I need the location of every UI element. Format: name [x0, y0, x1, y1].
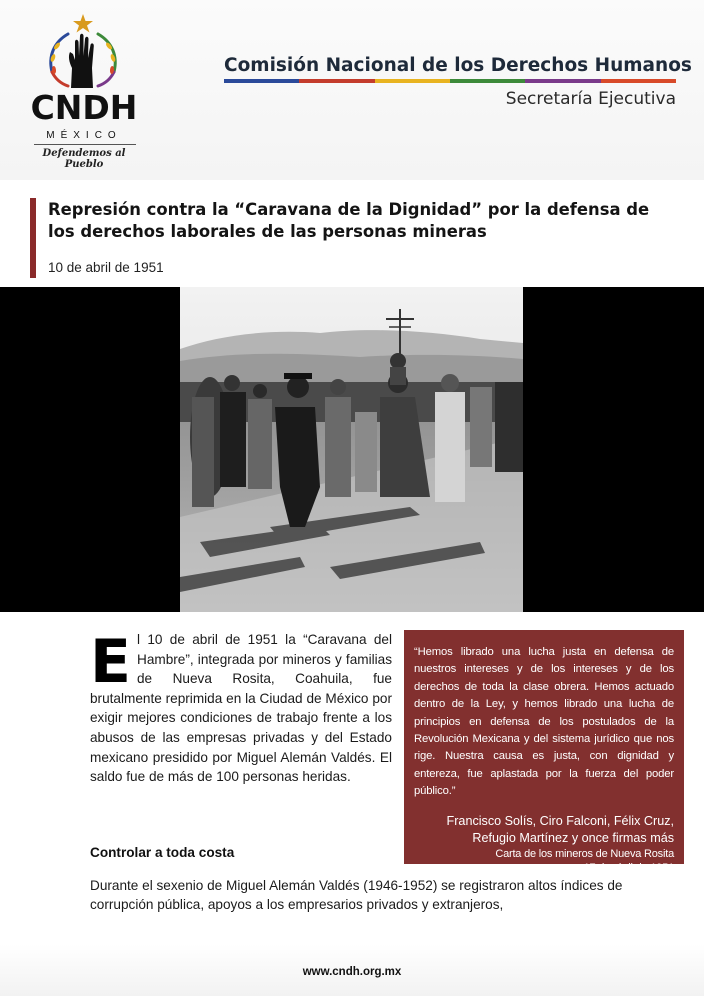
logo-divider	[34, 144, 136, 145]
logo-motto: Defendemos al Pueblo	[42, 148, 126, 170]
quote-source: Carta de los mineros de Nueva Rosita	[495, 847, 674, 860]
color-stripe-segment	[224, 79, 299, 83]
raised-hand-emblem-icon	[38, 12, 128, 90]
color-stripe-segment	[375, 79, 450, 83]
color-stripe-segment	[450, 79, 525, 83]
quote-text: “Hemos librado una lucha justa en defensa de nuestros intereses y de los intereses y de los derechos de toda la clase obrera. Hemos actuado dentro de la Ley, y hemos librado una lucha de principios en defensa de los postulados de la Revolución Mexicana y del sistema jurídico que nos rige. Nuestra causa es justa, con dignidad y entereza, fue aplastada por la fuerza del poder público.”	[414, 646, 674, 798]
article-date: 10 de abril de 1951	[48, 260, 164, 275]
footer-url-link[interactable]: www.cndh.org.mx	[302, 966, 402, 978]
color-stripe-segment	[601, 79, 676, 83]
lead-text: l 10 de abril de 1951 la “Caravana del Hambre”, integrada por mineros y familias de Nueva Rosita, Coahuila, fue brutalmente reprimida en la Ciudad de México por exigir mejores condiciones de trabajo frente a los abusos de las empresas privadas y del Estado mexicano presidido por Miguel Alemán Valdés. El saldo fue de más de 100 personas heridas.	[90, 632, 392, 785]
dropcap: E	[90, 627, 131, 697]
logo-acronym: CNDH	[30, 88, 138, 127]
quote-authors-line-1: Francisco Solís, Ciro Falconi, Félix Cruz,	[446, 813, 674, 828]
quote-source-date: 17 de abril de 1951	[583, 861, 674, 874]
color-stripe-segment	[299, 79, 374, 83]
historical-photo	[180, 287, 523, 612]
cndh-logo[interactable]	[22, 12, 144, 170]
section-body: Durante el sexenio de Miguel Alemán Valdés (1946-1952) se registraron altos índices de corrupción pública, apoyos a los empresarios privados y extranjeros,	[90, 878, 623, 913]
article-lead	[90, 627, 392, 787]
section-heading: Controlar a toda costa	[90, 845, 235, 860]
color-stripe	[224, 79, 676, 83]
quote-box	[404, 630, 684, 874]
quote-authors	[414, 813, 674, 847]
department-subtitle: Secretaría Ejecutiva	[505, 89, 676, 109]
organization-title: Comisión Nacional de los Derechos Humanos	[224, 55, 692, 76]
article-headline: Represión contra la “Caravana de la Dignidad” por la defensa de los derechos laborales de las personas mineras	[48, 200, 650, 241]
color-stripe-segment	[525, 79, 600, 83]
logo-country: MÉXICO	[46, 130, 122, 141]
headline-accent-bar	[30, 198, 36, 278]
historical-photo-miners-march-icon	[180, 287, 523, 612]
quote-authors-line-2: Refugio Martínez y once firmas más	[472, 830, 674, 845]
